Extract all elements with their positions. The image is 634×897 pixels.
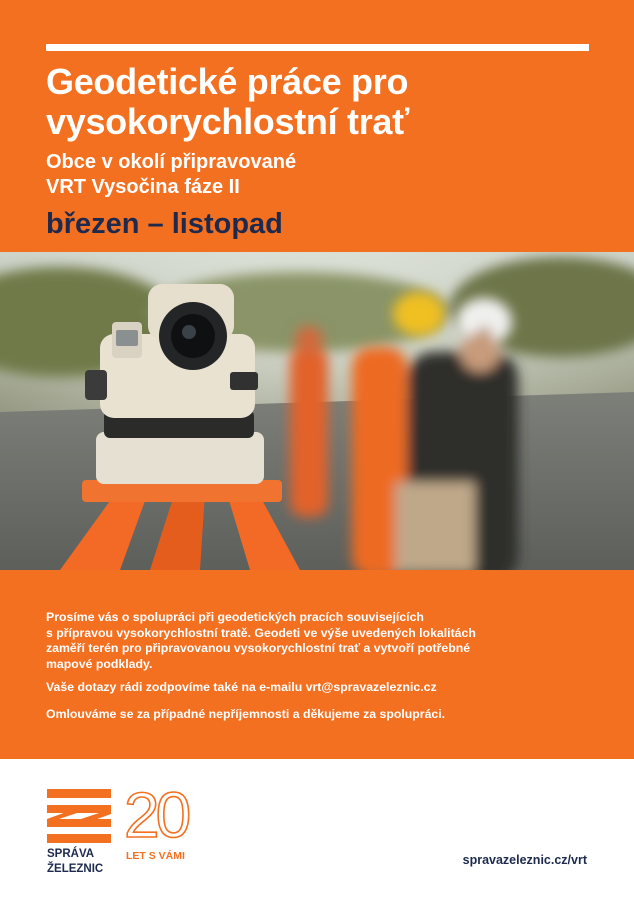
anniversary-20-logo <box>124 783 204 843</box>
footer <box>0 759 634 897</box>
subtitle-line-1: Obce v okolí připravované <box>46 151 297 173</box>
info-panel <box>0 570 634 759</box>
period-label: březen – listopad <box>46 208 283 240</box>
info-paragraph-1-line-3: zaměří terén pro připravovanou vysokorychlostní trať a vytvoří potřebné <box>46 641 471 655</box>
photo-illustration <box>0 252 634 570</box>
website-link[interactable]: spravazeleznic.cz/vrt <box>462 853 587 867</box>
page-subtitle <box>46 150 606 200</box>
anniversary-number: 20 <box>124 783 188 843</box>
title-line-2: vysokorychlostní trať <box>46 101 410 142</box>
info-paragraph-1-line-1: Prosíme vás o spolupráci při geodetických pracích souvisejících <box>46 610 424 624</box>
header-banner <box>0 0 634 252</box>
info-paragraph-1-line-4: mapové podklady. <box>46 656 153 671</box>
surveyor-photo <box>0 252 634 570</box>
sz-logo-icon <box>47 789 111 843</box>
logo-line-1: SPRÁVA <box>47 848 95 860</box>
title-line-1: Geodetické práce pro <box>46 61 409 102</box>
subtitle-line-2: VRT Vysočina fáze II <box>46 176 240 198</box>
header-rule <box>46 44 589 51</box>
info-paragraph-apology: Omlouváme se za případné nepříjemnosti a děkujeme za spolupráci. <box>46 707 446 721</box>
logo-line-2: ŽELEZNIC <box>47 863 104 875</box>
info-paragraph-1-line-2: s přípravou vysokorychlostní tratě. Geodeti ve výše uvedených lokalitách <box>46 625 476 640</box>
page-title <box>46 62 606 142</box>
logo-wordmark <box>47 847 103 877</box>
info-paragraph-1 <box>46 610 576 672</box>
anniversary-text: LET S VÁMI <box>126 850 185 862</box>
info-paragraph-contact: Vaše dotazy rádi zodpovíme také na e-mailu vrt@spravazeleznic.cz <box>46 680 437 694</box>
